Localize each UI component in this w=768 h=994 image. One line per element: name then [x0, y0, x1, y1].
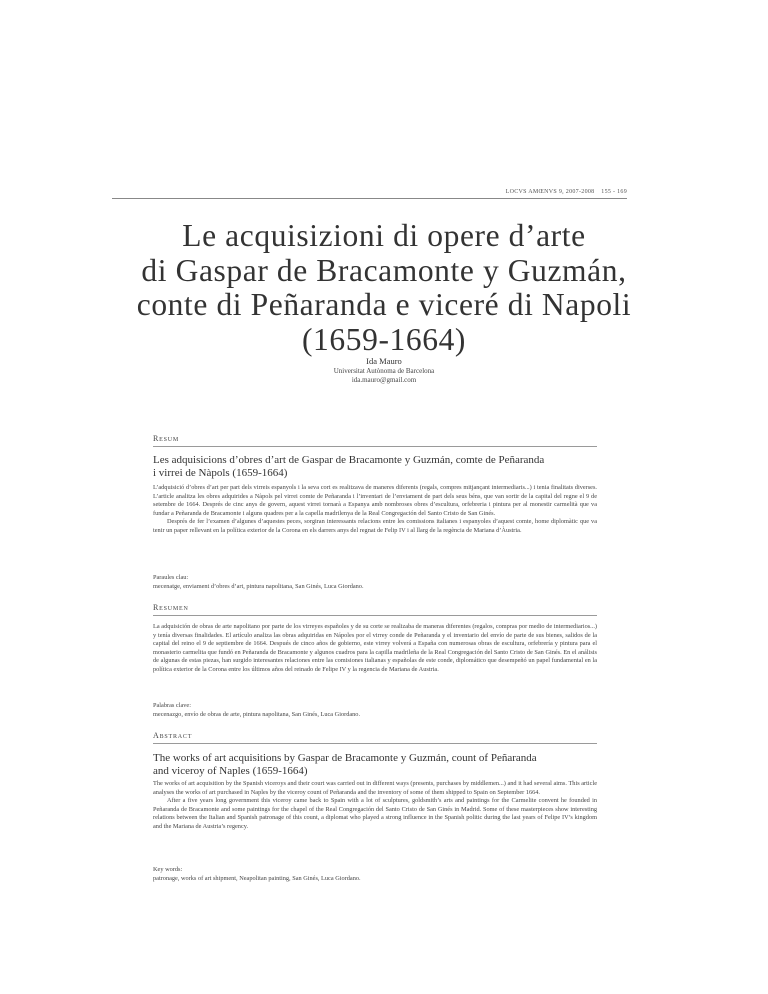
resum-title: [153, 454, 603, 479]
article-title: [112, 219, 656, 357]
abstract-keywords-label: Key words:: [153, 866, 183, 873]
resum-paragraph: L’adquisició d’obres d’art per part dels virreis espanyols i la seva cort es realitzava de maneres diferents (regals, compres mitjançant intermediaris...) i tenia finalitats diverses. L’article analitza les obres adquirides a Nàpols pel virrei comte de Peñaranda i l’inventari de l’enviament de part dels seus béns, que van sortir de la capital del regne el 9 de setembre de 1664. Després de cinc anys de govern, aquest virrei tornarà a Espanya amb nombroses obres d’escultura, orfebreria i pintura per al monestir carmelità que va fundar a Peñaranda de Bracamonte i alguns quadres per a la capella madrilenya de la Real Congregación del Santo Cristo de San Ginés.: [153, 484, 597, 517]
resum-rule: [153, 446, 597, 447]
resum-title-line: Les adquisicions d’obres d’art de Gaspar de Bracamonte y Guzmán, comte de Peñaranda: [153, 454, 545, 466]
title-line: Le acquisizioni di opere d’arte: [182, 218, 586, 253]
resum-paragraph: Després de fer l’examen d’algunes d’aquestes peces, sorgiran interessants relacions entre les comissions italianes i espanyoles d’aquest comte, home diplomàtic que va tenir un paper rellevant en la política exterior de la Corona en els darrers anys del regnat de Felip IV i al llarg de la regència de Mariana d’Àustria.: [153, 518, 597, 534]
abstract-title: [153, 752, 603, 777]
resumen-rule: [153, 615, 597, 616]
journal-issue: 9, 2007-2008: [558, 189, 595, 195]
resum-body: [153, 484, 597, 535]
abstract-rule: [153, 743, 597, 744]
page-range: 155 - 169: [601, 189, 627, 195]
resum-keywords-label: Paraules clau:: [153, 574, 189, 581]
title-line: di Gaspar de Bracamonte y Guzmán,: [141, 252, 627, 288]
author-name: Ida Mauro: [366, 356, 402, 366]
author-affiliation: [112, 367, 656, 385]
resum-keywords: [153, 574, 597, 591]
abstract-title-line: and viceroy of Naples (1659-1664): [153, 764, 308, 777]
title-line: (1659-1664): [301, 321, 467, 357]
resumen-paragraph: La adquisición de obras de arte napolitano por parte de los virreyes españoles y de su corte se realizaba de maneras diferentes (regalos, compras por medio de intermediarios...) y tenía diversas finalidades. El artículo analiza las obras adquiridas en Nápoles por el virrey conde de Peñaranda y el inventario del envío de parte de sus bienes, salidos de la capital del reino el 9 de septiembre de 1664. Después de cinco años de gobierno, este virrey volverá a España con numerosas obras de escultura, orfebrería y pintura para el monasterio carmelita que fundó en Peñaranda de Bracamonte y algunos cuadros para la capilla madrileña de la Real Congregación del Santo Cristo de San Ginés. En el análisis de algunas de estas piezas, han surgido interesantes relaciones entre las comisiones italianas y españolas de este conde, diplomático que desempeñó un papel fundamental en la política exterior de la Corona entre los últimos años del reinado de Felipe IV y la regencia de Mariana de Austria.: [153, 623, 597, 673]
journal-name: LOCVS AMŒNVS: [505, 189, 558, 195]
resumen-body: [153, 623, 597, 674]
resumen-keywords-label: Palabras clave:: [153, 702, 191, 709]
abstract-body: [153, 780, 597, 831]
affiliation: Universitat Autònoma de Barcelona: [333, 367, 435, 375]
title-line: conte di Peñaranda e viceré di Napoli: [136, 287, 632, 322]
resumen-keywords: [153, 702, 597, 719]
abstract-title-line: The works of art acquisitions by Gaspar de Bracamonte y Guzmán, count of Peñaranda: [153, 752, 537, 764]
header-rule: [112, 198, 627, 199]
abstract-paragraph: The works of art acquisition by the Spanish viceroys and their court was carried out in different ways (presents, purchases by middlemen...) and it had several aims. This article analyses the works of art purchased in Naples by the viceroy count of Peñaranda and the inventory of some of them shipped to Spain on September 1664.: [153, 780, 597, 796]
abstract-paragraph: After a five years long government this viceroy came back to Spain with a lot of sculptures, goldsmith’s arts and paintings for the Carmelite convent he founded in Peñaranda de Bracamonte and some paintings for the chapel of the Real Congregación del Santo Cristo de San Ginés in Madrid. Some of these masterpieces show interesting relations between the Italian and Spanish patronage of this count, a diplomat who played a strong influence in the Spanish politic during the last years of Felipe IV’s kingdom and the Mariana de Austria’s regency.: [153, 797, 597, 830]
running-head: [410, 189, 627, 195]
abstract-keywords-list: patronage, works of art shipment, Neapolitan painting, San Ginés, Luca Giordano.: [153, 874, 361, 882]
abstract-keywords: [153, 866, 597, 883]
resumen-label: Resumen: [153, 603, 189, 612]
resum-label: Resum: [153, 434, 180, 443]
resumen-keywords-list: mecenazgo, envío de obras de arte, pintura napolitana, San Ginés, Luca Giordano.: [153, 710, 361, 718]
resum-title-line: i virrei de Nàpols (1659-1664): [153, 466, 288, 479]
author-email: ida.mauro@gmail.com: [351, 376, 417, 384]
abstract-label: Abstract: [153, 731, 193, 740]
resum-keywords-list: mecenatge, enviament d’obres d’art, pintura napolitana, San Ginés, Luca Giordano.: [153, 582, 364, 590]
